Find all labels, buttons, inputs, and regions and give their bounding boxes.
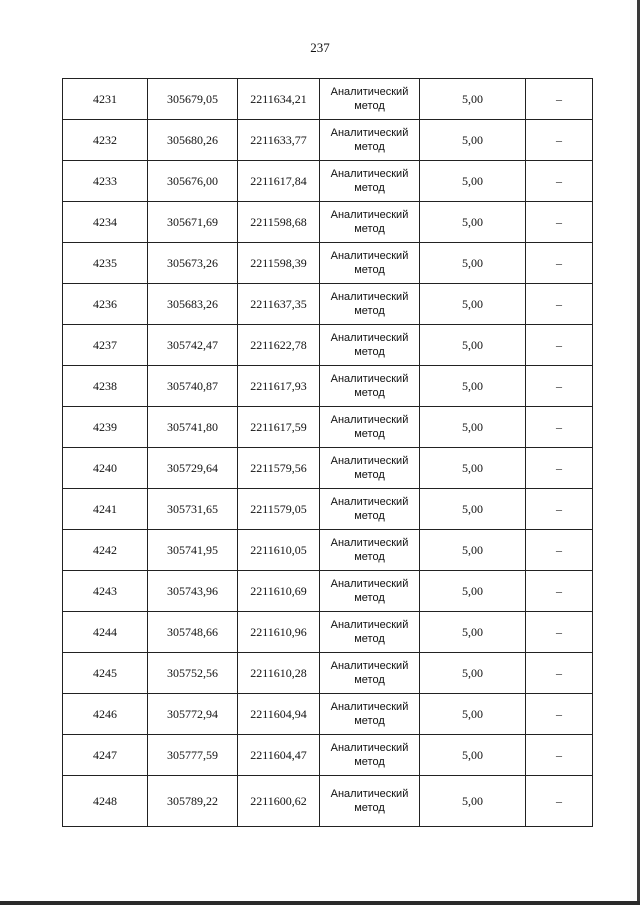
y-coordinate-cell: 2211598,39: [238, 243, 320, 284]
point-number-cell: 4240: [63, 448, 148, 489]
method-line-2: метод: [354, 264, 385, 276]
dash-cell: –: [526, 120, 593, 161]
method-cell: [320, 448, 420, 489]
dash-cell: –: [526, 202, 593, 243]
table-row: [63, 735, 593, 776]
point-number-cell: 4232: [63, 120, 148, 161]
method-line-1: Аналитический: [330, 332, 409, 344]
method-cell: [320, 653, 420, 694]
y-coordinate-cell: 2211622,78: [238, 325, 320, 366]
dash-cell: –: [526, 776, 593, 827]
method-cell: [320, 366, 420, 407]
y-coordinate-cell: 2211598,68: [238, 202, 320, 243]
method-line-2: метод: [354, 182, 385, 194]
x-coordinate-cell: 305742,47: [148, 325, 238, 366]
point-number-cell: 4247: [63, 735, 148, 776]
error-cell: 5,00: [420, 120, 526, 161]
x-coordinate-cell: 305729,64: [148, 448, 238, 489]
method-cell: [320, 571, 420, 612]
method-line-1: Аналитический: [330, 455, 409, 467]
method-line-1: Аналитический: [330, 168, 409, 180]
table-row: [63, 284, 593, 325]
y-coordinate-cell: 2211610,69: [238, 571, 320, 612]
point-number-cell: 4245: [63, 653, 148, 694]
method-line-2: метод: [354, 387, 385, 399]
y-coordinate-cell: 2211637,35: [238, 284, 320, 325]
method-cell: [320, 612, 420, 653]
table-row: [63, 571, 593, 612]
dash-cell: –: [526, 284, 593, 325]
error-cell: 5,00: [420, 448, 526, 489]
error-cell: 5,00: [420, 284, 526, 325]
method-line-1: Аналитический: [330, 742, 409, 754]
error-cell: 5,00: [420, 735, 526, 776]
y-coordinate-cell: 2211617,93: [238, 366, 320, 407]
error-cell: 5,00: [420, 243, 526, 284]
method-line-2: метод: [354, 802, 385, 814]
x-coordinate-cell: 305752,56: [148, 653, 238, 694]
dash-cell: –: [526, 694, 593, 735]
dash-cell: –: [526, 735, 593, 776]
method-line-1: Аналитический: [330, 373, 409, 385]
y-coordinate-cell: 2211604,94: [238, 694, 320, 735]
error-cell: 5,00: [420, 694, 526, 735]
method-line-2: метод: [354, 551, 385, 563]
x-coordinate-cell: 305680,26: [148, 120, 238, 161]
point-number-cell: 4234: [63, 202, 148, 243]
dash-cell: –: [526, 161, 593, 202]
x-coordinate-cell: 305772,94: [148, 694, 238, 735]
x-coordinate-cell: 305741,95: [148, 530, 238, 571]
method-line-1: Аналитический: [330, 537, 409, 549]
method-cell: [320, 202, 420, 243]
x-coordinate-cell: 305777,59: [148, 735, 238, 776]
error-cell: 5,00: [420, 161, 526, 202]
method-line-2: метод: [354, 674, 385, 686]
table-row: [63, 530, 593, 571]
error-cell: 5,00: [420, 79, 526, 120]
method-line-1: Аналитический: [330, 496, 409, 508]
dash-cell: –: [526, 612, 593, 653]
method-line-2: метод: [354, 346, 385, 358]
method-line-1: Аналитический: [330, 209, 409, 221]
x-coordinate-cell: 305740,87: [148, 366, 238, 407]
y-coordinate-cell: 2211600,62: [238, 776, 320, 827]
x-coordinate-cell: 305679,05: [148, 79, 238, 120]
dash-cell: –: [526, 366, 593, 407]
y-coordinate-cell: 2211617,84: [238, 161, 320, 202]
method-line-2: метод: [354, 428, 385, 440]
method-line-2: метод: [354, 469, 385, 481]
dash-cell: –: [526, 571, 593, 612]
y-coordinate-cell: 2211579,56: [238, 448, 320, 489]
dash-cell: –: [526, 325, 593, 366]
method-line-1: Аналитический: [330, 86, 409, 98]
error-cell: 5,00: [420, 407, 526, 448]
point-number-cell: 4248: [63, 776, 148, 827]
error-cell: 5,00: [420, 530, 526, 571]
point-number-cell: 4231: [63, 79, 148, 120]
method-cell: [320, 79, 420, 120]
point-number-cell: 4236: [63, 284, 148, 325]
table-row: [63, 366, 593, 407]
y-coordinate-cell: 2211579,05: [238, 489, 320, 530]
table-row: [63, 776, 593, 827]
x-coordinate-cell: 305671,69: [148, 202, 238, 243]
method-cell: [320, 120, 420, 161]
point-number-cell: 4235: [63, 243, 148, 284]
method-line-2: метод: [354, 510, 385, 522]
method-line-1: Аналитический: [330, 414, 409, 426]
method-line-2: метод: [354, 715, 385, 727]
error-cell: 5,00: [420, 653, 526, 694]
coordinates-table: [62, 78, 593, 827]
error-cell: 5,00: [420, 366, 526, 407]
x-coordinate-cell: 305683,26: [148, 284, 238, 325]
point-number-cell: 4239: [63, 407, 148, 448]
method-line-1: Аналитический: [330, 660, 409, 672]
dash-cell: –: [526, 530, 593, 571]
x-coordinate-cell: 305676,00: [148, 161, 238, 202]
method-line-1: Аналитический: [330, 291, 409, 303]
x-coordinate-cell: 305673,26: [148, 243, 238, 284]
method-line-2: метод: [354, 756, 385, 768]
method-cell: [320, 735, 420, 776]
error-cell: 5,00: [420, 571, 526, 612]
point-number-cell: 4233: [63, 161, 148, 202]
table-row: [63, 79, 593, 120]
scan-edge-bottom: [0, 901, 640, 905]
table-row: [63, 489, 593, 530]
method-cell: [320, 161, 420, 202]
table-row: [63, 243, 593, 284]
y-coordinate-cell: 2211634,21: [238, 79, 320, 120]
method-cell: [320, 530, 420, 571]
method-cell: [320, 776, 420, 827]
x-coordinate-cell: 305748,66: [148, 612, 238, 653]
table-row: [63, 161, 593, 202]
method-line-2: метод: [354, 223, 385, 235]
table-row: [63, 448, 593, 489]
error-cell: 5,00: [420, 325, 526, 366]
method-cell: [320, 325, 420, 366]
method-line-2: метод: [354, 305, 385, 317]
x-coordinate-cell: 305741,80: [148, 407, 238, 448]
point-number-cell: 4242: [63, 530, 148, 571]
point-number-cell: 4237: [63, 325, 148, 366]
table-row: [63, 653, 593, 694]
y-coordinate-cell: 2211610,05: [238, 530, 320, 571]
table-row: [63, 120, 593, 161]
point-number-cell: 4238: [63, 366, 148, 407]
point-number-cell: 4244: [63, 612, 148, 653]
y-coordinate-cell: 2211604,47: [238, 735, 320, 776]
table-row: [63, 202, 593, 243]
method-line-1: Аналитический: [330, 619, 409, 631]
method-cell: [320, 694, 420, 735]
table-body: [63, 79, 593, 827]
error-cell: 5,00: [420, 202, 526, 243]
point-number-cell: 4246: [63, 694, 148, 735]
table-row: [63, 325, 593, 366]
table-row: [63, 694, 593, 735]
method-cell: [320, 284, 420, 325]
method-cell: [320, 243, 420, 284]
method-line-1: Аналитический: [330, 127, 409, 139]
method-line-2: метод: [354, 100, 385, 112]
dash-cell: –: [526, 489, 593, 530]
dash-cell: –: [526, 653, 593, 694]
y-coordinate-cell: 2211610,96: [238, 612, 320, 653]
point-number-cell: 4241: [63, 489, 148, 530]
method-line-1: Аналитический: [330, 250, 409, 262]
method-line-1: Аналитический: [330, 578, 409, 590]
error-cell: 5,00: [420, 612, 526, 653]
point-number-cell: 4243: [63, 571, 148, 612]
method-line-1: Аналитический: [330, 788, 409, 800]
page-number: 237: [310, 40, 330, 55]
error-cell: 5,00: [420, 489, 526, 530]
x-coordinate-cell: 305743,96: [148, 571, 238, 612]
method-line-2: метод: [354, 633, 385, 645]
method-line-2: метод: [354, 592, 385, 604]
dash-cell: –: [526, 448, 593, 489]
method-line-1: Аналитический: [330, 701, 409, 713]
x-coordinate-cell: 305789,22: [148, 776, 238, 827]
dash-cell: –: [526, 243, 593, 284]
table-row: [63, 407, 593, 448]
x-coordinate-cell: 305731,65: [148, 489, 238, 530]
y-coordinate-cell: 2211633,77: [238, 120, 320, 161]
method-cell: [320, 489, 420, 530]
method-line-2: метод: [354, 141, 385, 153]
dash-cell: –: [526, 407, 593, 448]
dash-cell: –: [526, 79, 593, 120]
method-cell: [320, 407, 420, 448]
error-cell: 5,00: [420, 776, 526, 827]
y-coordinate-cell: 2211610,28: [238, 653, 320, 694]
y-coordinate-cell: 2211617,59: [238, 407, 320, 448]
table-row: [63, 612, 593, 653]
